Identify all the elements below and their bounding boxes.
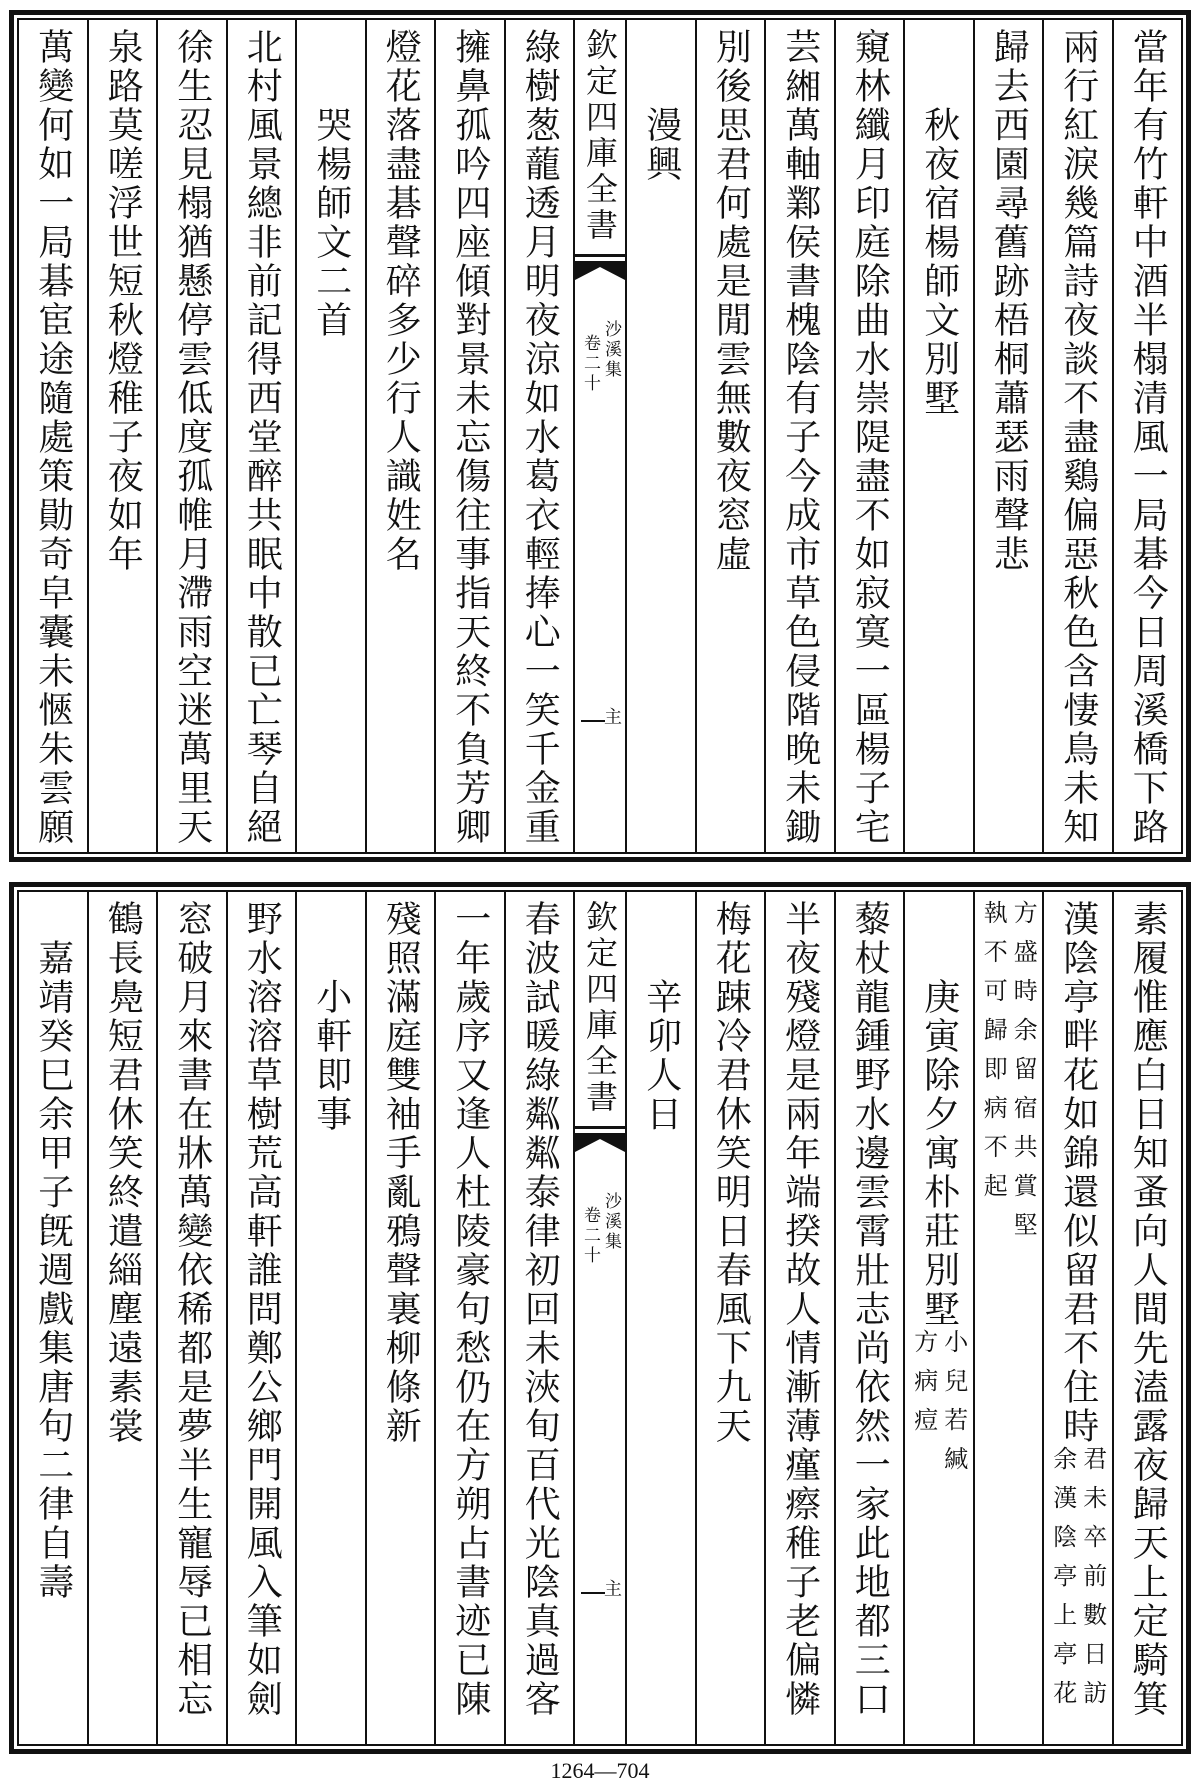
annotation-line: 余漢陰亭上亭花 bbox=[1048, 1446, 1077, 1719]
column-text: 殘照滿庭雙袖手亂鴉聲裏柳條新 bbox=[380, 900, 422, 1446]
poem-title bbox=[295, 20, 365, 852]
text-column bbox=[434, 20, 504, 852]
column-text: 一年歲序又逢人杜陵豪句愁仍在方朔占書迹已陳 bbox=[449, 900, 491, 1719]
folio-rule bbox=[581, 720, 605, 722]
text-column bbox=[764, 892, 834, 1744]
text-column bbox=[226, 892, 296, 1744]
text-column bbox=[695, 892, 765, 1744]
column-text: 藜杖龍鍾野水邊雲霄壯志尚依然一家此地都三口 bbox=[849, 900, 891, 1719]
text-column bbox=[695, 20, 765, 852]
poem-title bbox=[625, 892, 695, 1744]
column-text: 兩行紅淚幾篇詩夜談不盡鷄偏惡秋色含悽鳥未知 bbox=[1057, 28, 1099, 847]
fishtail-shape bbox=[575, 261, 625, 280]
column-text: 漢陰亭畔花如錦還似留君不住時 bbox=[1057, 900, 1099, 1446]
annotation bbox=[909, 1329, 968, 1485]
upper-leaf-frame bbox=[17, 18, 1183, 854]
column-text: 鶴長鳧短君休笑終遣緇塵遠素裳 bbox=[102, 900, 144, 1446]
text-column bbox=[1112, 892, 1182, 1744]
text-column bbox=[156, 892, 226, 1744]
column-text: 別後思君何處是閒雲無數夜窓虛 bbox=[710, 28, 752, 574]
text-column bbox=[834, 892, 904, 1744]
fishtail-mark bbox=[575, 254, 625, 282]
column-text: 徐生忍見榻猶懸停雲低度孤帷月滯雨空迷萬里天 bbox=[171, 28, 213, 847]
column-text: 半夜殘燈是兩年端揆故人情漸薄瘽瘵稚子老偏憐 bbox=[779, 900, 821, 1719]
volume-label: 卷二十 bbox=[580, 1206, 600, 1266]
annotation-line: 小兒若緘 bbox=[939, 1329, 968, 1485]
column-text: 窓破月來書在牀萬變依稀都是夢半生寵辱已相忘 bbox=[171, 900, 213, 1719]
center-fold bbox=[573, 892, 625, 1744]
preface-text: 嘉靖癸巳余甲子旣週戲集唐句二律自壽 bbox=[32, 939, 74, 1602]
text-column bbox=[365, 20, 435, 852]
preface-column bbox=[19, 892, 87, 1744]
fishtail-mark bbox=[575, 1126, 625, 1154]
column-text: 野水溶溶草樹荒高軒誰問鄭公鄉門開風入筆如劍 bbox=[241, 900, 283, 1719]
column-text: 擁鼻孤吟四座傾對景未忘傷往事指天終不負芳卿 bbox=[449, 28, 491, 847]
column-text: 歸去西園尋舊跡梧桐蕭瑟雨聲悲 bbox=[988, 28, 1030, 574]
poem-title-text: 秋夜宿楊師文別墅 bbox=[918, 106, 960, 418]
text-column bbox=[434, 892, 504, 1744]
poem-title bbox=[625, 20, 695, 852]
column-text: 北村風景總非前記得西堂醉共眠中散已亡琴自絕 bbox=[241, 28, 283, 847]
fishtail-shape bbox=[575, 1133, 625, 1152]
poem-title bbox=[295, 892, 365, 1744]
text-column bbox=[504, 892, 574, 1744]
text-column bbox=[504, 20, 574, 852]
poem-title-text: 庚寅除夕寓朴莊別墅 bbox=[918, 978, 960, 1329]
column-text: 泉路莫嗟浮世短秋燈稚子夜如年 bbox=[102, 28, 144, 574]
poem-title-text: 辛卯人日 bbox=[640, 978, 682, 1134]
poem-title bbox=[903, 20, 973, 852]
annotation-line: 方盛時余留宿共賞堅 bbox=[1009, 900, 1038, 1251]
center-fold bbox=[573, 20, 625, 852]
annotation-column bbox=[973, 892, 1043, 1744]
column-text: 綠樹葱蘢透月明夜涼如水葛衣輕捧心一笑千金重 bbox=[519, 28, 561, 847]
text-column bbox=[973, 20, 1043, 852]
annotation bbox=[979, 900, 1038, 1251]
column-text: 萬變何如一局碁宦途隨處策勛奇皁囊未愜朱雲願 bbox=[32, 28, 74, 847]
text-column bbox=[834, 20, 904, 852]
text-column bbox=[1042, 892, 1112, 1744]
book-title: 沙溪集 bbox=[601, 320, 621, 380]
column-text: 芸緗萬軸鄴侯書槐陰有子今成市草色侵階晚未鋤 bbox=[779, 28, 821, 847]
collection-title: 欽定四庫全書 bbox=[581, 900, 619, 1116]
fishtail-rule bbox=[575, 1126, 625, 1129]
book-title: 沙溪集 bbox=[601, 1192, 621, 1252]
column-text: 當年有竹軒中酒半榻清風一局碁今日周溪橋下路 bbox=[1127, 28, 1169, 847]
annotation-line: 執不可歸即病不起 bbox=[979, 900, 1008, 1212]
poem-title-text: 漫興 bbox=[640, 106, 682, 184]
upper-leaf bbox=[9, 10, 1191, 862]
column-text: 燈花落盡碁聲碎多少行人識姓名 bbox=[380, 28, 422, 574]
lower-leaf-frame bbox=[17, 890, 1183, 1746]
text-column bbox=[87, 20, 157, 852]
poem-title-text: 哭楊師文二首 bbox=[310, 106, 352, 340]
page-number: 1264—704 bbox=[550, 1758, 650, 1783]
text-column bbox=[365, 892, 435, 1744]
folio-number: 主 bbox=[604, 707, 622, 728]
column-text: 春波試暖綠粼粼泰律初回未浹旬百代光陰真過客 bbox=[519, 900, 561, 1719]
folio-rule bbox=[581, 1592, 605, 1594]
text-column bbox=[19, 20, 87, 852]
poem-title bbox=[903, 892, 973, 1744]
volume-label: 卷二十 bbox=[580, 334, 600, 394]
fold-labels bbox=[575, 1192, 625, 1266]
annotation bbox=[1048, 1446, 1107, 1719]
text-column bbox=[156, 20, 226, 852]
column-text: 素履惟應白日知蚤向人間先溘露夜歸天上定騎箕 bbox=[1127, 900, 1169, 1719]
text-column bbox=[1042, 20, 1112, 852]
annotation-line: 君未卒前數日訪 bbox=[1078, 1446, 1107, 1719]
text-column bbox=[1112, 20, 1182, 852]
text-column bbox=[87, 892, 157, 1744]
column-text: 窺林纖月印庭除曲水崇隄盡不如寂寞一區楊子宅 bbox=[849, 28, 891, 847]
text-column bbox=[764, 20, 834, 852]
fishtail-rule bbox=[575, 254, 625, 257]
poem-title-text: 小軒即事 bbox=[310, 978, 352, 1134]
annotation-line: 方病痘 bbox=[909, 1329, 938, 1446]
text-column bbox=[226, 20, 296, 852]
column-text: 梅花踈冷君休笑明日春風下九天 bbox=[710, 900, 752, 1446]
lower-leaf bbox=[9, 882, 1191, 1754]
collection-title: 欽定四庫全書 bbox=[581, 28, 619, 244]
folio-number: 主 bbox=[604, 1579, 622, 1600]
fold-labels bbox=[575, 320, 625, 394]
